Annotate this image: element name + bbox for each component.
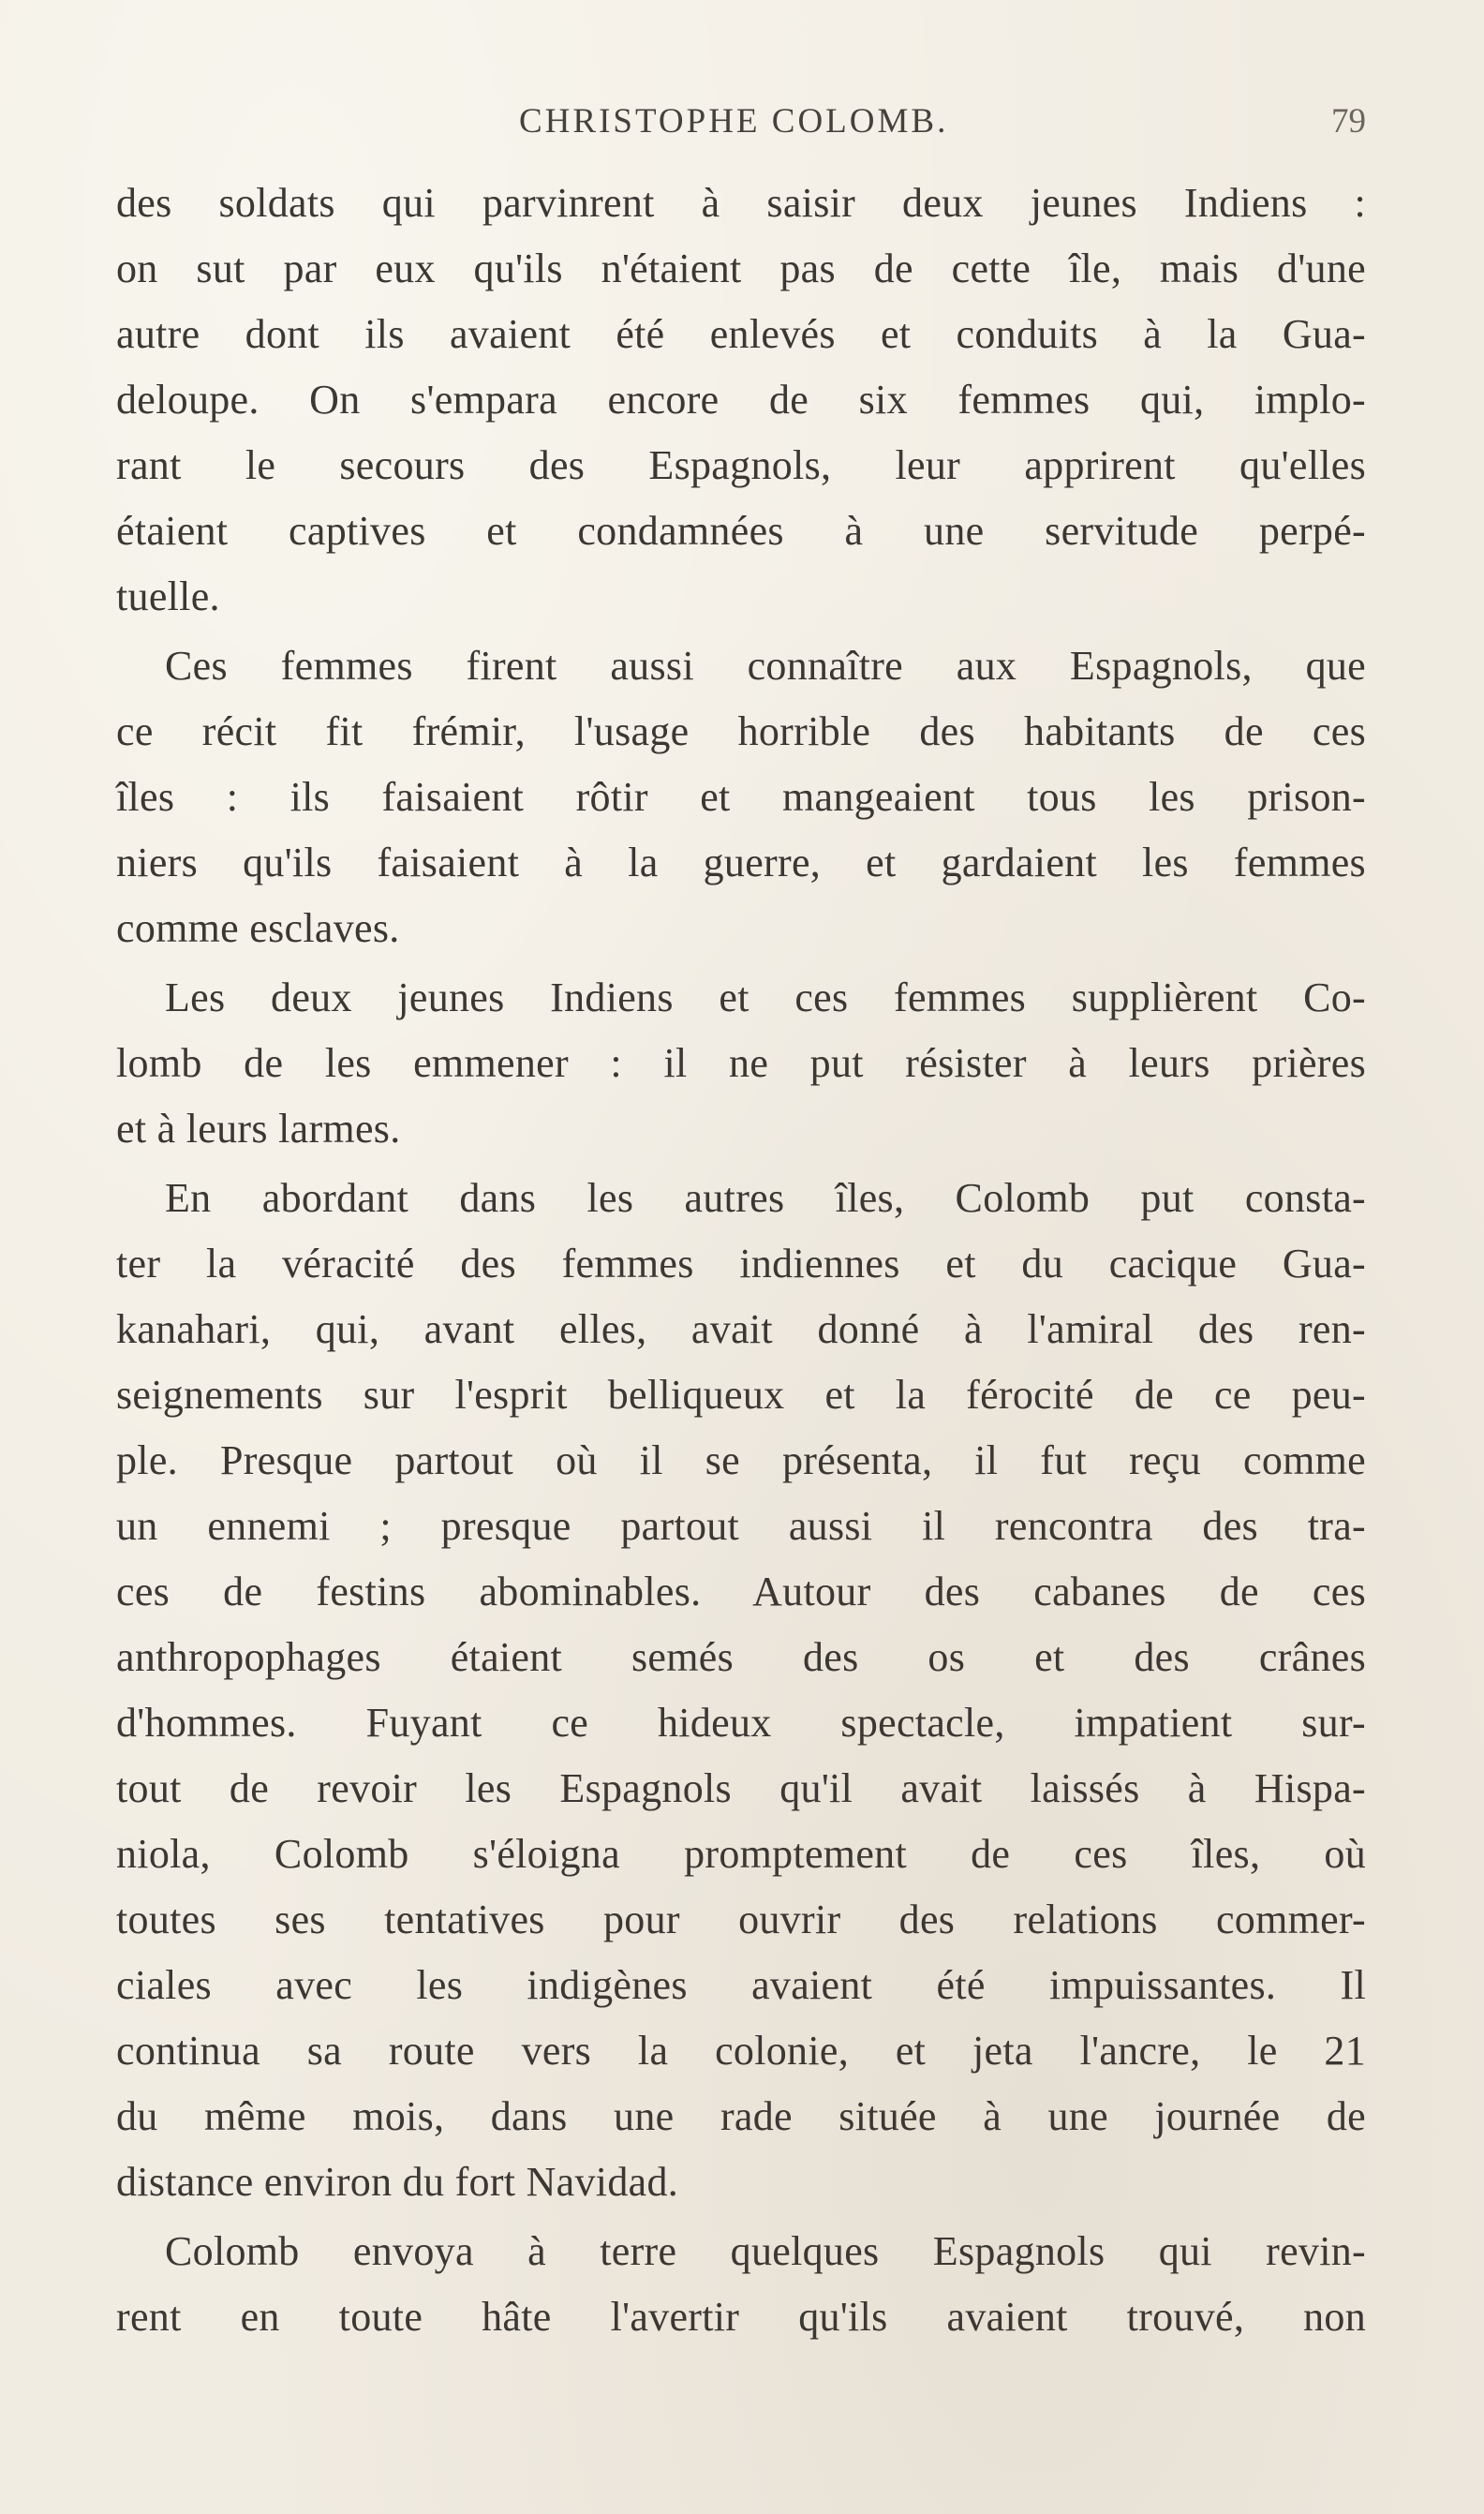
- text-line: d'hommes. Fuyant ce hideux spectacle, impatient sur-: [116, 1700, 1366, 1746]
- text-line: seignements sur l'esprit belliqueux et la férocité de ce peu-: [116, 1372, 1366, 1418]
- text-line: et à leurs larmes.: [116, 1106, 401, 1152]
- text-line: toutes ses tentatives pour ouvrir des relations commer-: [116, 1897, 1366, 1942]
- text-line: ce récit fit frémir, l'usage horrible des habitants de ces: [116, 708, 1366, 754]
- text-line: comme esclaves.: [116, 905, 400, 951]
- text-line: Ces femmes firent aussi connaître aux Espagnols, que: [165, 643, 1366, 689]
- text-line: niers qu'ils faisaient à la guerre, et gardaient les femmes: [116, 840, 1366, 885]
- text-line: niola, Colomb s'éloigna promptement de ces îles, où: [116, 1831, 1366, 1877]
- text-line: un ennemi ; presque partout aussi il rencontra des tra-: [116, 1503, 1366, 1549]
- text-line: des soldats qui parvinrent à saisir deux jeunes Indiens :: [116, 180, 1366, 226]
- body-text: [116, 171, 1366, 2354]
- text-line: distance environ du fort Navidad.: [116, 2159, 679, 2205]
- text-line: continua sa route vers la colonie, et jeta l'ancre, le 21: [116, 2028, 1366, 2074]
- text-line: Colomb envoya à terre quelques Espagnols qui revin-: [165, 2228, 1366, 2274]
- text-line: En abordant dans les autres îles, Colomb put consta-: [165, 1175, 1366, 1221]
- text-line: du même mois, dans une rade située à une journée de: [116, 2093, 1366, 2139]
- paragraph-5: [116, 2219, 1366, 2350]
- text-line: anthropophages étaient semés des os et des crânes: [116, 1634, 1366, 1680]
- page-header: [116, 94, 1366, 150]
- page-number: 79: [1331, 102, 1366, 141]
- text-line: tout de revoir les Espagnols qu'il avait laissés à Hispa-: [116, 1765, 1366, 1811]
- running-title: CHRISTOPHE COLOMB.: [519, 102, 949, 141]
- text-line: ces de festins abominables. Autour des cabanes de ces: [116, 1569, 1366, 1614]
- text-line: îles : ils faisaient rôtir et mangeaient tous les prison-: [116, 774, 1366, 820]
- paragraph-3: [116, 965, 1366, 1162]
- text-line: kanahari, qui, avant elles, avait donné à l'amiral des ren-: [116, 1306, 1366, 1352]
- text-line: tuelle.: [116, 573, 220, 619]
- paragraph-4: [116, 1166, 1366, 2215]
- text-line: ple. Presque partout où il se présenta, il fut reçu comme: [116, 1437, 1366, 1483]
- text-line: on sut par eux qu'ils n'étaient pas de cette île, mais d'une: [116, 245, 1366, 291]
- text-line: lomb de les emmener : il ne put résister à leurs prières: [116, 1040, 1366, 1086]
- text-line: deloupe. On s'empara encore de six femmes qui, implo-: [116, 377, 1366, 423]
- text-line: étaient captives et condamnées à une servitude perpé-: [116, 508, 1366, 554]
- text-line: ciales avec les indigènes avaient été impuissantes. Il: [116, 1962, 1366, 2008]
- paragraph-2: [116, 633, 1366, 961]
- text-line: Les deux jeunes Indiens et ces femmes supplièrent Co-: [165, 974, 1366, 1020]
- text-line: rent en toute hâte l'avertir qu'ils avaient trouvé, non: [116, 2294, 1366, 2340]
- text-line: rant le secours des Espagnols, leur apprirent qu'elles: [116, 442, 1366, 488]
- text-line: autre dont ils avaient été enlevés et conduits à la Gua-: [116, 311, 1366, 357]
- text-line: ter la véracité des femmes indiennes et du cacique Gua-: [116, 1241, 1366, 1287]
- paragraph-1: [116, 171, 1366, 630]
